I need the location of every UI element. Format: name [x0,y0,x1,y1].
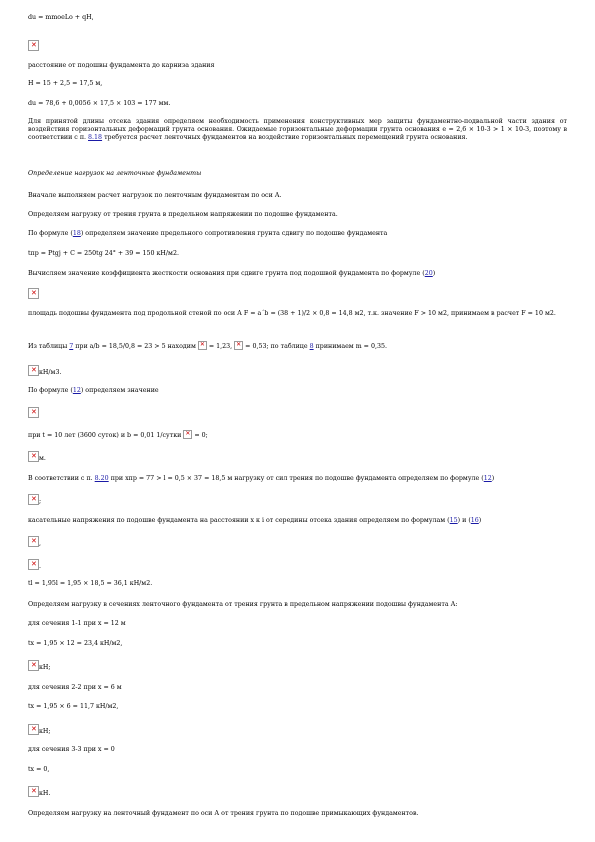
table-link[interactable]: 8 [309,343,314,350]
text-line: касательные напряжения по подошве фундамента на расстоянии х к i от середины отсека здания определяем по формулам (15) и (16) [28,517,482,524]
text-line: Определяем нагрузку на ленточный фундамент по оси А от трения грунта по подошве примыкающих фундаментов. [28,810,419,817]
text-line: Определяем нагрузку от трения грунта в предельном напряжении по подошве фундамента. [28,211,338,218]
broken-image-icon [28,536,39,547]
text-line: при t = 10 лет (3600 суток) и b = 0,01 1/сутки ✕ = 0; [28,430,567,440]
formula-line: ✕, [28,536,567,548]
broken-image-icon [28,786,39,797]
broken-image-icon [28,559,39,570]
clause-link[interactable]: 8.20 [94,475,109,482]
broken-image [28,407,567,419]
formula-link[interactable]: 18 [72,230,81,237]
formula-line: ✕кН. [28,786,567,798]
formula-line: ✕м. [28,451,567,463]
formula-line: du = mmoeLo + qH, [28,14,94,21]
broken-image-icon [28,407,39,418]
section-heading: Определение нагрузок на ленточные фундаменты [28,170,202,177]
text-line: для сечения 2-2 при x = 6 м [28,684,122,691]
text-line: Вычисляем значение коэффициента жесткости основания при сдвиге грунта под подошвой фундамента по формуле (20) [28,270,436,277]
broken-image [28,288,567,300]
broken-image-icon [28,724,39,735]
text-line: Вначале выполняем расчет нагрузок по ленточным фундаментам по оси А. [28,192,282,199]
formula-link[interactable]: 16 [470,517,479,524]
text-line: В соответствии с п. 8.20 при xпр = 77 > l = 0,5 × 37 = 18,5 м нагрузку от сил трения по подошве фундамента определяем по формуле (12) [28,475,495,482]
formula-line: tx = 1,95 × 12 = 23,4 кН/м2, [28,640,123,647]
broken-image-icon [234,341,243,350]
formula-line: ✕; [28,494,567,506]
formula-line: ✕кН; [28,660,567,672]
clause-link[interactable]: 8.18 [88,134,103,142]
formula-link[interactable]: 15 [449,517,458,524]
formula-line: ✕кН; [28,724,567,736]
formula-line: tx = 1,95 × 6 = 11,7 кН/м2, [28,703,119,710]
text-line: для сечения 3-3 при x = 0 [28,746,115,753]
broken-image-icon [28,494,39,505]
broken-image [28,40,567,52]
text-line: По формуле (12) определяем значение [28,387,159,394]
formula-link[interactable]: 12 [483,475,492,482]
paragraph: площадь подошвы фундамента под продольной стеной по оси А F = a´b = (38 + 1)/2 × 0,8 = 14,8 м2, т.к. значение F > 10 м2, принимаем в расчет F = 10 м2. [28,310,556,317]
broken-image-icon [28,451,39,462]
broken-image-icon [28,40,39,51]
broken-image-icon [28,365,39,376]
formula-line: ✕. [28,559,567,571]
formula-line: du = 78,6 + 0,0056 × 17,5 × 103 = 177 мм. [28,100,171,107]
broken-image-icon [183,430,192,439]
table-link[interactable]: 7 [69,343,74,350]
formula-line: tx = 0, [28,766,50,773]
text-line: По формуле (18) определяем значение предельного сопротивления грунта сдвигу по подошве фундамента [28,230,388,237]
text-line: Из таблицы 7 при a/b = 18,5/0,8 = 23 > 5 находим ✕ = 1,23, ✕ = 0,53; по таблице 8 принимаем m = 0,35. [28,341,567,351]
formula-line: H = 15 + 2,5 = 17,5 м, [28,80,103,87]
broken-image-icon [198,341,207,350]
broken-image-icon [28,288,39,299]
formula-line: tl = 1,95l = 1,95 × 18,5 = 36,1 кН/м2. [28,580,153,587]
text-line: для сечения 1-1 при x = 12 м [28,620,126,627]
formula-line: ✕кН/м3. [28,365,567,377]
formula-link[interactable]: 12 [72,387,81,394]
paragraph: Для принятой длины отсека здания определяем необходимость применения конструктивных мер защиты фундаментно-подвальной части здания от воздействия горизонтальных деформаций грунта основания. Ожидаемые горизонтальные деформации грунта основания e = 2,6 × 10-3 > 1 × 10-3, поэтому в соответствии с п. 8.18 требуется расчет ленточных фундаментов на воздействие горизонтальных перемещений грунта основания. [28,118,567,142]
text-line: расстояние от подошвы фундамента до карниза здания [28,62,215,69]
text-line: Определяем нагрузку в сечениях ленточного фундамента от трения грунта в предельном напряжении подошвы фундамента А: [28,601,458,608]
formula-line: tпр = Ptgj + C = 250tg 24° + 39 = 150 кН/м2. [28,250,179,257]
broken-image-icon [28,660,39,671]
formula-link[interactable]: 20 [424,270,433,277]
